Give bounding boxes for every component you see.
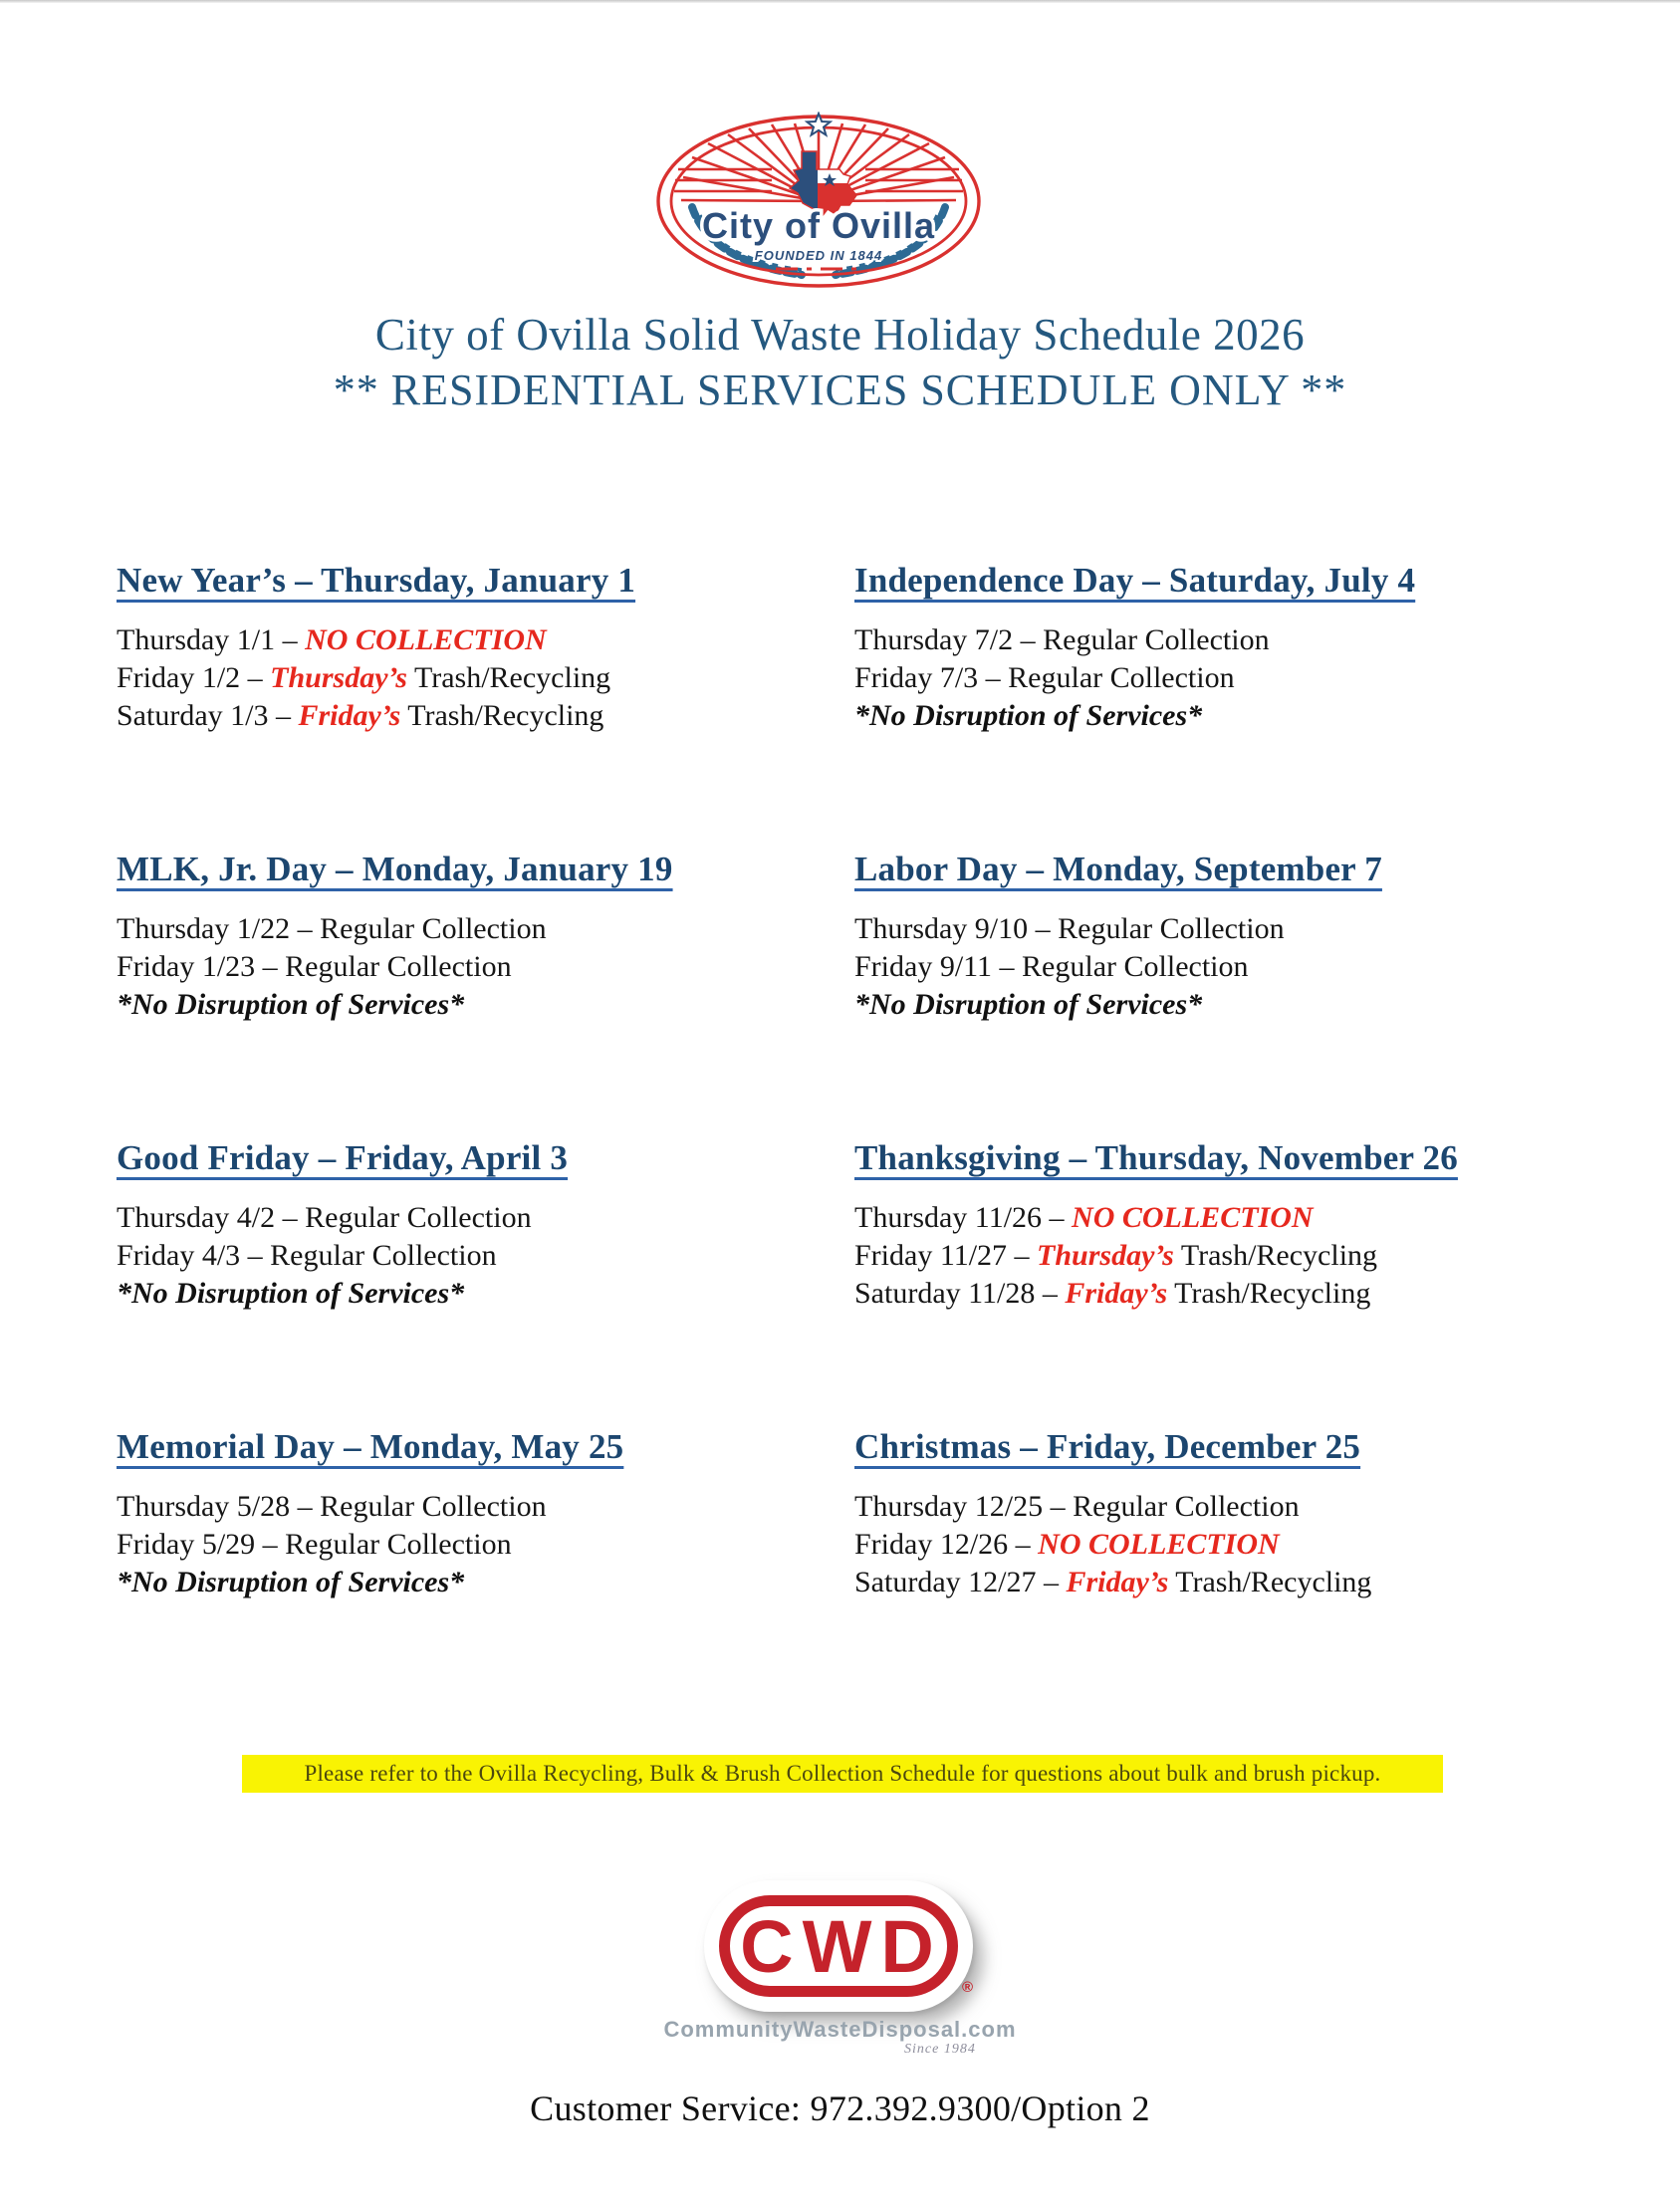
schedule-text: *No Disruption of Services*	[117, 1277, 465, 1310]
cwd-since-text: Since 1984	[904, 2042, 976, 2057]
section-heading: Good Friday – Friday, April 3	[117, 1138, 569, 1177]
schedule-text: Thursday 5/28 – Regular Collection	[117, 1490, 547, 1523]
schedule-text: Trash/Recycling	[1173, 1239, 1378, 1272]
schedule-text: *No Disruption of Services*	[117, 988, 465, 1021]
schedule-text: Trash/Recycling	[1167, 1277, 1371, 1310]
schedule-line	[854, 910, 1596, 948]
schedule-text: Friday 12/26 –	[854, 1528, 1039, 1561]
schedule-text: *No Disruption of Services*	[854, 988, 1203, 1021]
section-heading: Labor Day – Monday, September 7	[854, 850, 1382, 888]
section-lines	[854, 1199, 1596, 1313]
seal-city-name: City of Ovilla	[701, 205, 936, 246]
schedule-line	[117, 948, 858, 986]
customer-service-line: Customer Service: 972.392.9300/Option 2	[530, 2088, 1150, 2128]
schedule-line	[117, 910, 858, 948]
schedule-line	[117, 1199, 858, 1237]
schedule-text: Friday 5/29 – Regular Collection	[117, 1528, 512, 1561]
schedule-text: *No Disruption of Services*	[117, 1566, 465, 1598]
schedule-line	[117, 986, 858, 1024]
section-heading: Independence Day – Saturday, July 4	[854, 561, 1416, 600]
schedule-text: Thursday 12/25 – Regular Collection	[854, 1490, 1300, 1523]
holiday-section	[854, 849, 1596, 1024]
cwd-logo-acronym: CWD	[740, 1904, 943, 1988]
schedule-alert-text: Friday’s	[1066, 1566, 1169, 1598]
schedule-alert-text: NO COLLECTION	[1072, 1201, 1314, 1234]
holiday-section	[854, 1137, 1596, 1313]
schedule-text: Friday 11/27 –	[854, 1239, 1038, 1272]
schedule-line	[854, 659, 1596, 697]
schedule-alert-text: NO COLLECTION	[305, 623, 547, 656]
section-lines	[117, 1199, 858, 1313]
seal-graphic	[652, 112, 985, 293]
seal-founded-text: FOUNDED IN 1844	[754, 248, 883, 263]
schedule-alert-text: Friday’s	[1065, 1277, 1168, 1310]
section-lines	[117, 621, 858, 735]
section-heading: Christmas – Friday, December 25	[854, 1427, 1361, 1466]
schedule-line	[117, 1564, 858, 1601]
holiday-section	[117, 560, 858, 735]
schedule-text: Friday 4/3 – Regular Collection	[117, 1239, 497, 1272]
section-lines	[117, 910, 858, 1024]
cwd-domain-text: CommunityWasteDisposal.com	[663, 2017, 1017, 2042]
schedule-text: Thursday 7/2 – Regular Collection	[854, 623, 1270, 656]
schedule-alert-text: Friday’s	[298, 699, 401, 732]
schedule-alert-text: Thursday’s	[1037, 1239, 1174, 1272]
schedule-text: Trash/Recycling	[406, 661, 611, 694]
schedule-line	[854, 1237, 1596, 1275]
schedule-text: Saturday 1/3 –	[117, 699, 299, 732]
page-title: City of Ovilla Solid Waste Holiday Schedule 2026	[374, 310, 1306, 360]
schedule-line	[117, 1526, 858, 1564]
schedule-line	[854, 1275, 1596, 1313]
schedule-line	[854, 986, 1596, 1024]
schedule-line	[117, 659, 858, 697]
schedule-text: Thursday 4/2 – Regular Collection	[117, 1201, 532, 1234]
schedule-alert-text: Thursday’s	[270, 661, 407, 694]
schedule-line	[854, 697, 1596, 735]
holiday-section	[117, 849, 858, 1024]
schedule-line	[854, 1526, 1596, 1564]
schedule-text: Thursday 1/22 – Regular Collection	[117, 912, 547, 945]
holiday-section	[117, 1426, 858, 1601]
schedule-line	[117, 1237, 858, 1275]
schedule-text: Thursday 11/26 –	[854, 1201, 1073, 1234]
schedule-line	[117, 621, 858, 659]
scan-edge-artifact	[0, 0, 1680, 3]
schedule-text: Friday 1/2 –	[117, 661, 271, 694]
schedule-line	[854, 621, 1596, 659]
schedule-text: Saturday 12/27 –	[854, 1566, 1067, 1598]
section-heading: Thanksgiving – Thursday, November 26	[854, 1138, 1458, 1177]
schedule-line	[854, 1488, 1596, 1526]
schedule-text: Thursday 1/1 –	[117, 623, 306, 656]
schedule-text: *No Disruption of Services*	[854, 699, 1203, 732]
section-lines	[854, 910, 1596, 1024]
schedule-text: Saturday 11/28 –	[854, 1277, 1066, 1310]
schedule-line	[117, 1488, 858, 1526]
cwd-logo	[704, 1880, 973, 2012]
schedule-text: Trash/Recycling	[1168, 1566, 1372, 1598]
schedule-text: Thursday 9/10 – Regular Collection	[854, 912, 1285, 945]
city-of-ovilla-seal-logo	[652, 112, 985, 293]
page-subtitle: ** RESIDENTIAL SERVICES SCHEDULE ONLY **	[333, 366, 1347, 414]
schedule-line	[854, 1199, 1596, 1237]
section-lines	[854, 621, 1596, 735]
bulk-brush-note-text: Please refer to the Ovilla Recycling, Bulk & Brush Collection Schedule for questions about bulk and brush pickup.	[304, 1761, 1381, 1786]
schedule-text: Friday 9/11 – Regular Collection	[854, 950, 1249, 983]
bulk-brush-note	[242, 1755, 1443, 1793]
schedule-line	[854, 948, 1596, 986]
section-heading: MLK, Jr. Day – Monday, January 19	[117, 850, 673, 888]
schedule-text: Friday 7/3 – Regular Collection	[854, 661, 1235, 694]
holiday-section	[117, 1137, 858, 1313]
section-heading: Memorial Day – Monday, May 25	[117, 1427, 624, 1466]
section-lines	[117, 1488, 858, 1601]
registered-trademark-icon: ®	[961, 1979, 973, 1996]
schedule-line	[117, 697, 858, 735]
schedule-line	[854, 1564, 1596, 1601]
schedule-text: Trash/Recycling	[400, 699, 604, 732]
holiday-section	[854, 560, 1596, 735]
schedule-alert-text: NO COLLECTION	[1038, 1528, 1280, 1561]
schedule-line	[117, 1275, 858, 1313]
section-heading: New Year’s – Thursday, January 1	[117, 561, 636, 600]
holiday-section	[854, 1426, 1596, 1601]
schedule-text: Friday 1/23 – Regular Collection	[117, 950, 512, 983]
section-lines	[854, 1488, 1596, 1601]
